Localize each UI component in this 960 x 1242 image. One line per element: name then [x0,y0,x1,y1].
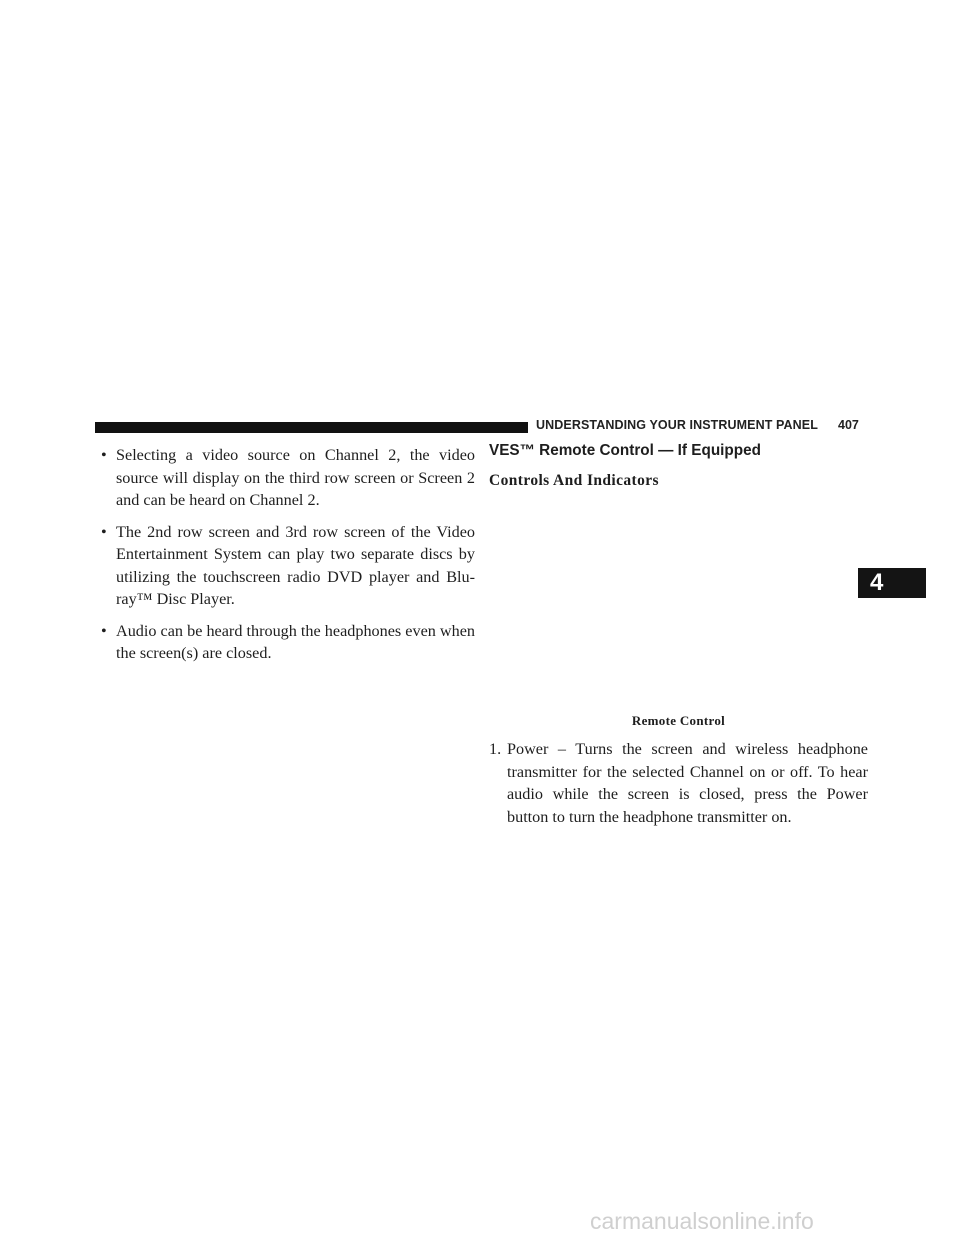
list-item [95,444,475,512]
subheading: Controls And Indicators [489,472,659,489]
bullet-glyph: • [101,446,107,464]
watermark: carmanualsonline.info [590,1208,814,1234]
chapter-number: 4 [870,569,884,596]
right-column [489,440,868,828]
left-column [95,444,475,674]
page-number: 407 [838,418,859,432]
item-text: Power – Turns the screen and wireless headphone transmitter for the selected Channel on or off. To hear audio while the screen is closed, press the Power button to turn the headphone transmitter on. [507,740,868,826]
list-item-text: Selecting a video source on Channel 2, the video source will display on the third row screen or Screen 2 and can be heard on Channel 2. [116,446,475,509]
list-item [95,620,475,665]
list-item-text: Audio can be heard through the headphones even when the screen(s) are closed. [116,621,475,662]
running-header-title: UNDERSTANDING YOUR INSTRUMENT PANEL [536,418,818,432]
list-item [95,521,475,611]
bullet-glyph: • [101,621,107,640]
figure-caption: Remote Control [631,713,726,728]
list-item-text: The 2nd row screen and 3rd row screen of the Video Entertainment System can play two separate discs by utilizing the touchscreen radio DVD player and Blu-ray™ Disc Player. [116,522,475,608]
bullet-glyph: • [101,522,107,541]
remote-control-figure [489,492,868,712]
numbered-item [489,738,868,828]
chapter-tab [858,568,926,598]
section-heading: VES™ Remote Control — If Equipped [489,442,761,459]
item-number: 1. [489,740,502,758]
header-rule [95,422,528,433]
